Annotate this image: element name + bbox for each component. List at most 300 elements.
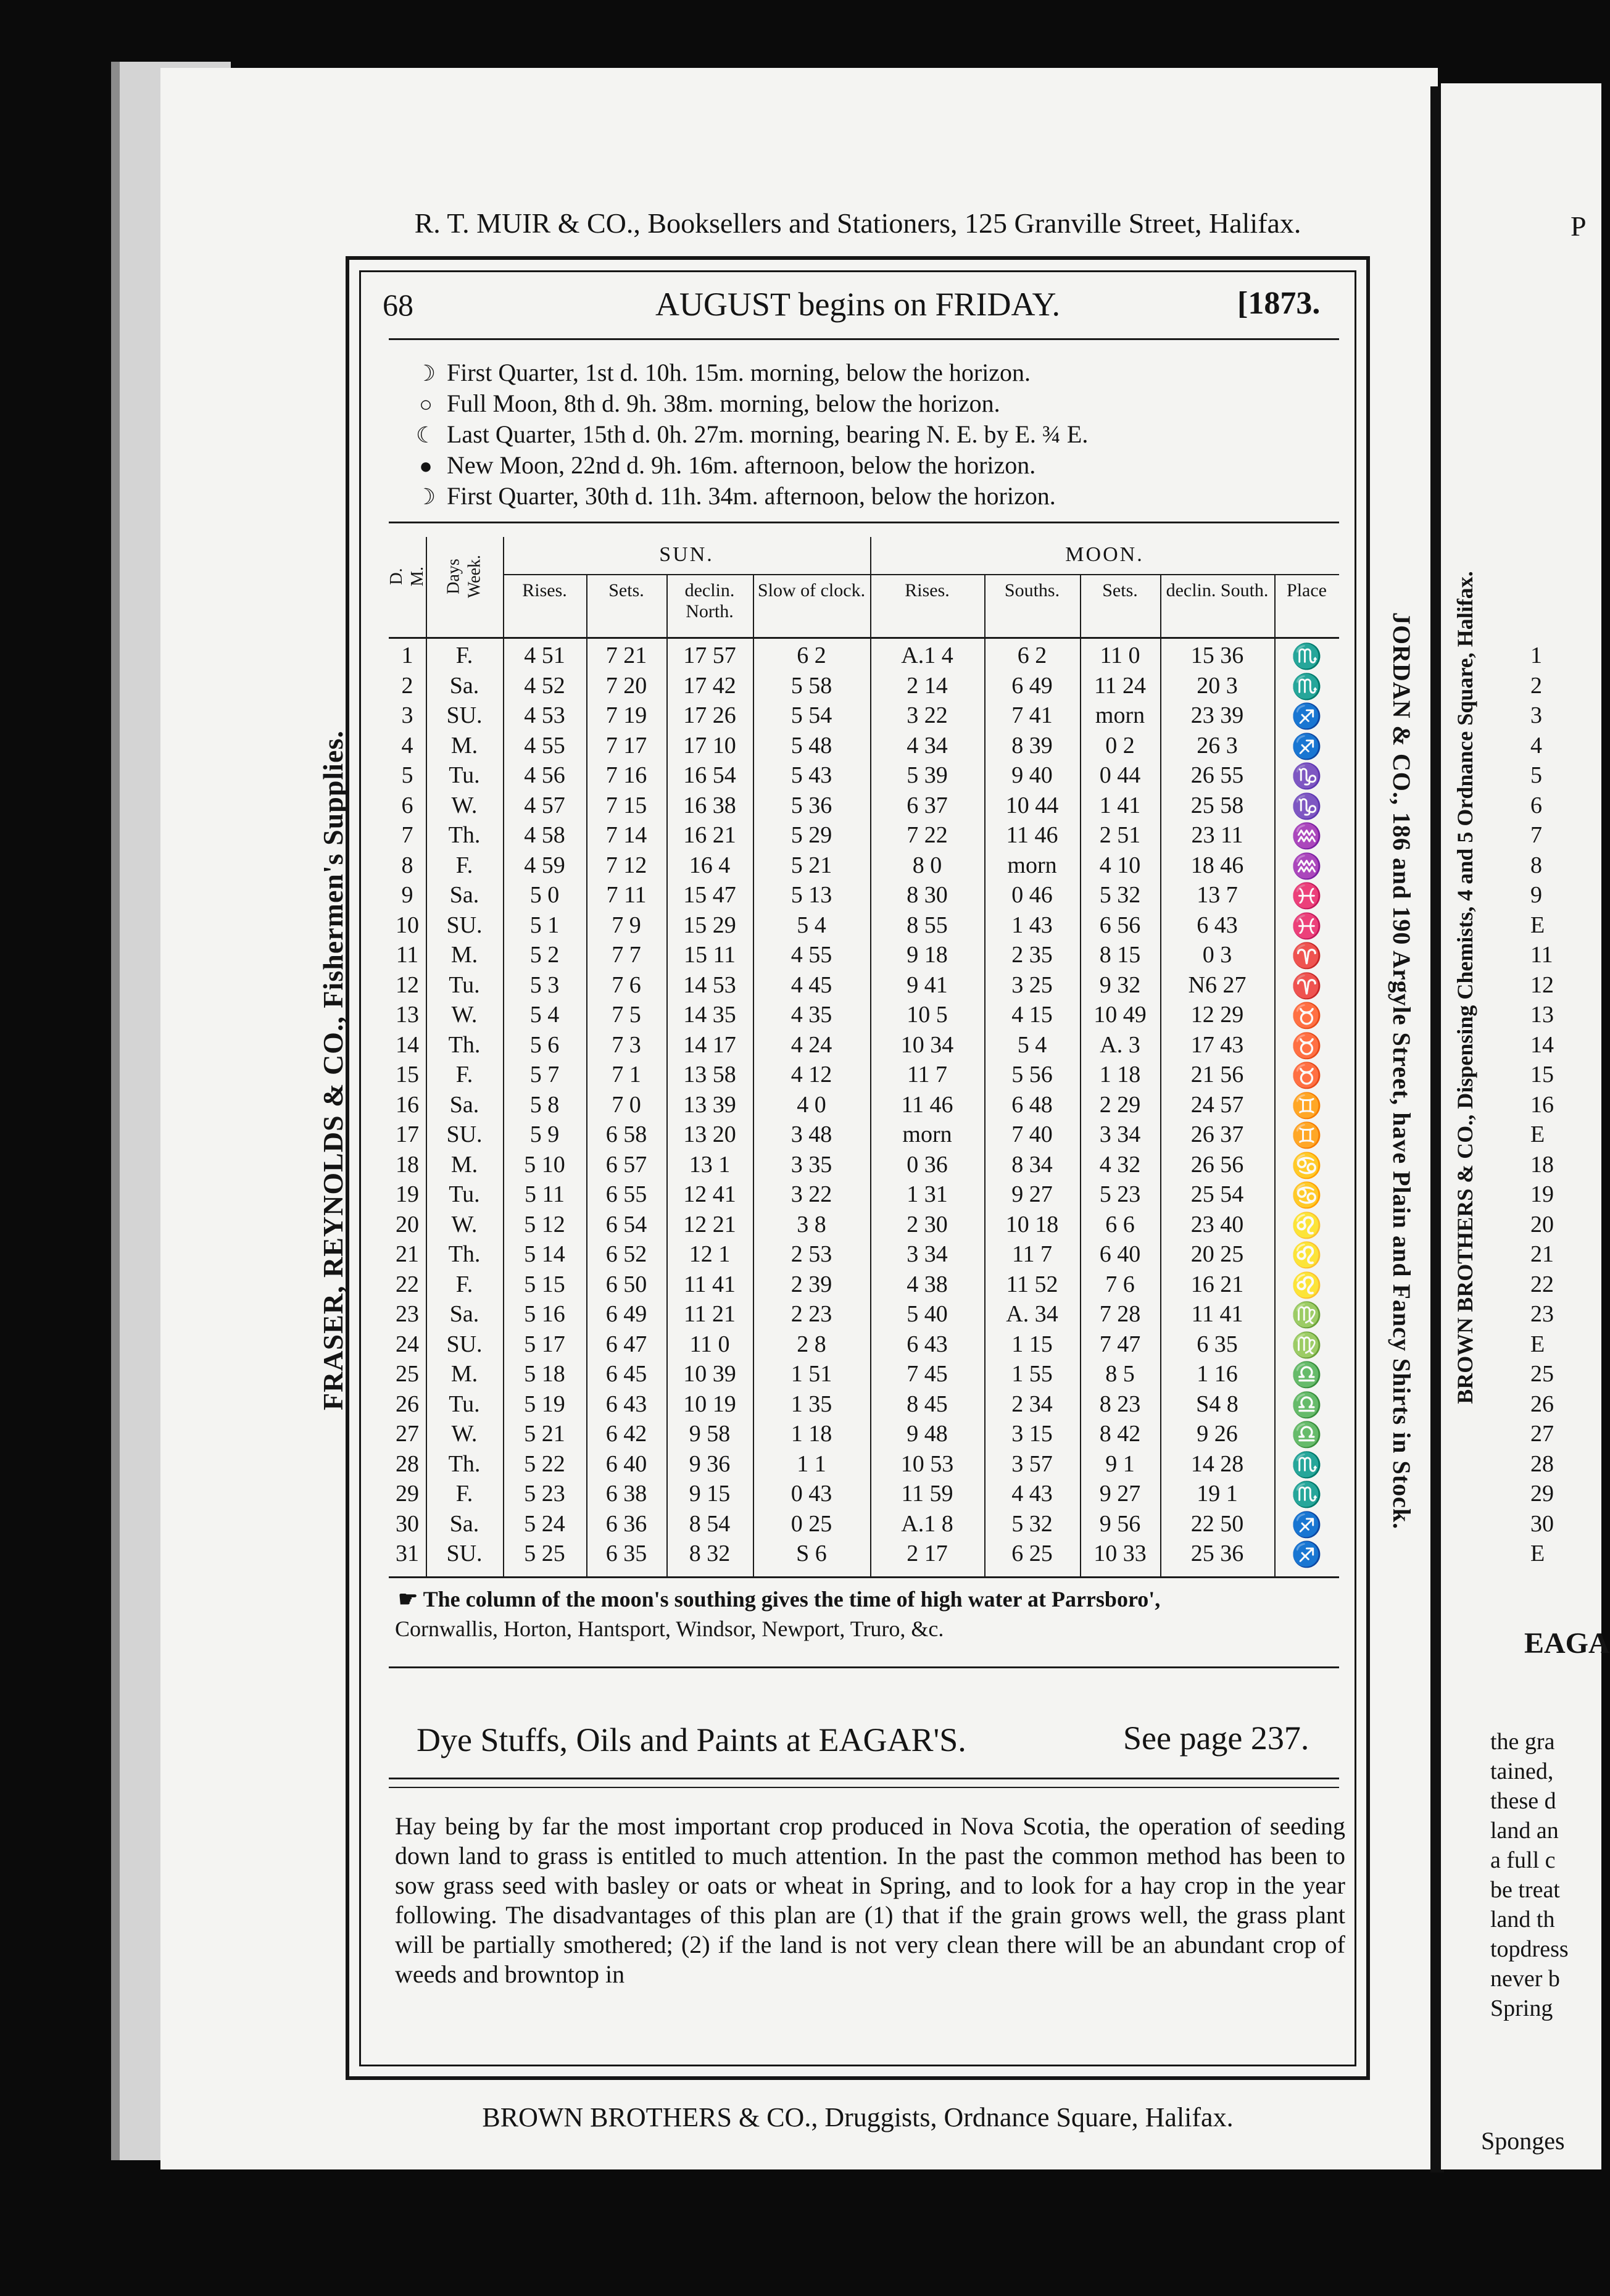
table-cell: 5 14 (524, 1241, 565, 1267)
next-page-day: 29 (1530, 1481, 1554, 1507)
moon-group-header: MOON. (1065, 543, 1144, 566)
table-cell: 29 (396, 1481, 419, 1507)
table-cell: 5 9 (529, 1121, 560, 1147)
table-cell: 28 (396, 1450, 419, 1477)
column-header: Days Week. (444, 554, 484, 599)
table-cell: SU. (446, 1331, 483, 1357)
table-cell: 6 40 (1099, 1241, 1141, 1267)
table-cell: ♓ (1291, 912, 1322, 940)
table-cell: Sa. (449, 1301, 479, 1327)
table-cell: 5 1 (529, 912, 560, 938)
table-cell: 1 55 (1011, 1361, 1053, 1387)
table-cell: N6 27 (1188, 971, 1247, 998)
table-cell: morn (902, 1121, 952, 1147)
table-cell: 11 46 (1006, 822, 1058, 848)
table-cell: 30 (396, 1510, 419, 1537)
table-cell: 0 2 (1105, 732, 1135, 759)
table-cell: ♐ (1291, 1510, 1322, 1539)
table-cell: 6 43 (605, 1391, 647, 1417)
table-cell: 7 15 (605, 792, 647, 818)
table-cell: 1 43 (1011, 912, 1053, 938)
table-cell: 17 10 (683, 732, 736, 759)
table-cell: 8 (401, 852, 413, 878)
moon-phase-icon: ☽ (415, 361, 436, 386)
table-cell: 5 15 (524, 1271, 565, 1297)
table-cell: 5 (401, 762, 413, 788)
table-cell: 4 52 (524, 672, 565, 699)
month-title: AUGUST begins on FRIDAY. (655, 286, 1061, 323)
table-cell: 16 54 (683, 762, 736, 788)
header-bottom-rule (389, 637, 1339, 639)
column-header: Sets. (608, 580, 644, 601)
table-cell: 5 48 (790, 732, 832, 759)
next-page-day: 16 (1530, 1091, 1554, 1118)
next-page-day: E (1530, 1121, 1545, 1147)
table-cell: 4 15 (1011, 1002, 1053, 1028)
table-cell: 9 18 (907, 942, 948, 968)
table-cell: 3 48 (790, 1121, 832, 1147)
table-cell: 5 21 (524, 1421, 565, 1447)
table-cell: morn (1095, 702, 1145, 728)
table-cell: 3 22 (790, 1181, 832, 1207)
next-page-text-line: topdress (1490, 1936, 1569, 1962)
table-cell: M. (450, 732, 478, 759)
table-cell: 5 43 (790, 762, 832, 788)
next-page-day: 26 (1530, 1391, 1554, 1417)
table-cell: 15 47 (683, 882, 736, 908)
table-cell: 11 46 (901, 1091, 953, 1118)
table-cell: 1 35 (790, 1391, 832, 1417)
table-cell: 5 39 (907, 762, 948, 788)
table-cell: 6 49 (605, 1301, 647, 1327)
table-cell: 6 55 (605, 1181, 647, 1207)
next-page-text-line: these d (1490, 1788, 1556, 1814)
table-cell: 5 19 (524, 1391, 565, 1417)
table-cell: 5 22 (524, 1450, 565, 1477)
table-cell: F. (455, 1271, 473, 1297)
table-cell: W. (451, 1421, 478, 1447)
table-cell: A. 3 (1100, 1031, 1140, 1058)
table-cell: 1 18 (1099, 1062, 1141, 1088)
table-cell: 4 32 (1099, 1151, 1141, 1178)
column-header: declin. North. (684, 580, 735, 622)
table-cell: 5 54 (790, 702, 832, 728)
table-cell: 9 27 (1099, 1481, 1141, 1507)
table-cell: 9 15 (689, 1481, 731, 1507)
table-cell: 4 35 (790, 1002, 832, 1028)
table-cell: 3 22 (907, 702, 948, 728)
table-bottom-rule (389, 1576, 1339, 1578)
table-cell: 6 45 (605, 1361, 647, 1387)
table-cell: 11 59 (901, 1481, 953, 1507)
table-cell: 6 56 (1099, 912, 1141, 938)
table-cell: 5 6 (529, 1031, 560, 1058)
table-cell: 6 6 (1105, 1211, 1135, 1237)
table-cell: 2 53 (790, 1241, 832, 1267)
table-cell: 9 (401, 882, 413, 908)
table-cell: 19 (396, 1181, 419, 1207)
table-cell: S 6 (796, 1541, 827, 1566)
table-cell: 10 49 (1093, 1002, 1147, 1028)
table-cell: Tu. (449, 762, 480, 788)
table-cell: 8 0 (912, 852, 942, 878)
table-cell: Sa. (449, 1091, 479, 1118)
table-cell: 7 (401, 822, 413, 848)
table-cell: ♎ (1291, 1391, 1322, 1419)
table-cell: 1 15 (1011, 1331, 1053, 1357)
table-cell: 8 23 (1099, 1391, 1141, 1417)
table-cell: 10 5 (907, 1002, 948, 1028)
table-cell: 21 (396, 1241, 419, 1267)
table-cell: 9 40 (1011, 762, 1053, 788)
next-page-text-line: never b (1490, 1966, 1560, 1992)
next-page-text-line: land an (1490, 1818, 1559, 1844)
table-cell: W. (451, 792, 478, 818)
next-page-day: 22 (1530, 1271, 1554, 1297)
table-cell: 5 23 (1099, 1181, 1141, 1207)
next-page-day: 13 (1530, 1002, 1554, 1028)
table-cell: ♊ (1291, 1091, 1322, 1120)
table-cell: 15 36 (1190, 643, 1244, 668)
table-cell: F. (455, 852, 473, 878)
table-cell: 14 (396, 1031, 419, 1058)
next-page-text-line: a full c (1490, 1847, 1556, 1873)
table-cell: Sa. (449, 1510, 479, 1537)
table-cell: 19 1 (1197, 1481, 1238, 1507)
table-cell: 2 30 (907, 1211, 948, 1237)
table-cell: 7 1 (612, 1062, 641, 1088)
column-header: Rises. (905, 580, 950, 601)
moon-phase-text: Last Quarter, 15th d. 0h. 27m. morning, bearing N. E. by E. ¾ E. (447, 420, 1089, 448)
table-cell: 15 (396, 1062, 419, 1088)
moon-phase-text: Full Moon, 8th d. 9h. 38m. morning, below the horizon. (447, 389, 1000, 417)
eagar-see-page: See page 237. (1123, 1720, 1309, 1757)
table-cell: 22 50 (1190, 1510, 1244, 1537)
column-header: declin. South. (1166, 580, 1269, 601)
table-cell: 4 51 (524, 643, 565, 668)
moon-phase-icon: ○ (419, 392, 433, 417)
table-cell: 5 29 (790, 822, 832, 848)
table-cell: 6 25 (1011, 1541, 1053, 1566)
moon-phase-icon: ☾ (415, 423, 436, 447)
table-cell: 6 50 (605, 1271, 647, 1297)
table-cell: 4 59 (524, 852, 565, 878)
table-cell: 6 37 (907, 792, 948, 818)
table-cell: 2 35 (1011, 942, 1053, 968)
table-cell: 23 40 (1190, 1211, 1244, 1237)
table-cell: ♐ (1291, 732, 1322, 760)
table-cell: 3 57 (1011, 1450, 1053, 1477)
table-cell: 13 39 (683, 1091, 736, 1118)
table-cell: 10 19 (683, 1391, 736, 1417)
table-cell: 4 45 (790, 971, 832, 998)
table-cell: 7 17 (605, 732, 647, 759)
title-rule (389, 338, 1339, 340)
table-cell: 5 18 (524, 1361, 565, 1387)
table-cell: 26 55 (1190, 762, 1244, 788)
column-header: Slow of clock. (757, 580, 866, 601)
table-cell: 10 39 (683, 1361, 736, 1387)
table-cell: 12 29 (1190, 1002, 1244, 1028)
table-cell: 17 43 (1190, 1031, 1244, 1058)
footer-advert: BROWN BROTHERS & CO., Druggists, Ordnance Square, Halifax. (482, 2102, 1234, 2132)
table-cell: 6 (401, 792, 413, 818)
next-page-day: 14 (1530, 1031, 1554, 1058)
table-cell: 5 16 (524, 1301, 565, 1327)
table-cell: 6 35 (605, 1541, 647, 1566)
table-cell: 16 21 (683, 822, 736, 848)
moon-phase-line (413, 481, 1056, 510)
table-cell: 5 3 (529, 971, 560, 998)
table-cell: ♌ (1291, 1271, 1322, 1299)
table-cell: 5 17 (524, 1331, 565, 1357)
table-cell: 12 1 (689, 1241, 731, 1267)
table-cell: 7 7 (612, 942, 641, 968)
table-cell: 6 49 (1011, 672, 1053, 699)
advert-rule-bottom (389, 1787, 1339, 1788)
page-number: 68 (383, 288, 413, 322)
table-cell: 7 19 (605, 702, 647, 728)
table-cell: 3 (401, 702, 413, 728)
table-cell: 23 39 (1190, 702, 1244, 728)
table-cell: 23 (396, 1301, 419, 1327)
table-cell: 16 21 (1190, 1271, 1244, 1297)
table-cell: 5 23 (524, 1481, 565, 1507)
table-cell: 27 (396, 1421, 419, 1447)
next-page-text-line: the gra (1490, 1729, 1555, 1755)
table-cell: 4 55 (524, 732, 565, 759)
next-page-day: 27 (1530, 1421, 1554, 1447)
next-page-day: 11 (1530, 942, 1553, 968)
table-cell: 15 29 (683, 912, 736, 938)
table-cell: 5 32 (1011, 1510, 1053, 1537)
table-cell: 16 (396, 1091, 419, 1118)
table-cell: 9 58 (689, 1421, 731, 1447)
table-cell: 8 45 (907, 1391, 948, 1417)
next-page-day: 7 (1530, 822, 1542, 848)
table-cell: ♐ (1291, 702, 1322, 730)
moon-phase-text: First Quarter, 30th d. 11h. 34m. afternoon, below the horizon. (447, 482, 1056, 510)
table-cell: 6 43 (907, 1331, 948, 1357)
table-cell: 22 (396, 1271, 419, 1297)
table-cell: ♉ (1291, 1062, 1322, 1089)
group-header-rule (503, 574, 1339, 575)
next-page-text-line: Spring (1490, 1995, 1553, 2021)
eagar-advert: Dye Stuffs, Oils and Paints at EAGAR'S. (417, 1721, 966, 1758)
table-cell: 6 42 (605, 1421, 647, 1447)
table-cell: 3 25 (1011, 971, 1053, 998)
next-page-day: 4 (1530, 732, 1542, 759)
table-cell: 9 36 (689, 1450, 731, 1477)
table-cell: 8 15 (1099, 942, 1141, 968)
table-cell: ♌ (1291, 1211, 1322, 1239)
table-cell: W. (451, 1002, 478, 1028)
table-cell: 26 3 (1197, 732, 1238, 759)
table-cell: 16 38 (683, 792, 736, 818)
advert-rule-top (389, 1778, 1339, 1779)
moon-phase-text: New Moon, 22nd d. 9h. 16m. afternoon, below the horizon. (447, 451, 1036, 479)
table-cell: ♒ (1291, 852, 1322, 880)
table-cell: Tu. (449, 1391, 480, 1417)
column-header: Rises. (522, 580, 567, 601)
table-cell: 0 36 (907, 1151, 948, 1178)
table-cell: 6 54 (605, 1211, 647, 1237)
table-cell: 20 (396, 1211, 419, 1237)
table-cell: 9 27 (1011, 1181, 1053, 1207)
next-page-text-line: be treat (1490, 1877, 1560, 1903)
table-cell: ♓ (1291, 882, 1322, 910)
table-cell: 2 29 (1099, 1091, 1141, 1118)
tide-note-line1: ☛ The column of the moon's southing gives the time of high water at Parrsboro', (398, 1587, 1161, 1612)
table-cell: ♏ (1291, 672, 1322, 701)
next-page-day: 3 (1530, 702, 1542, 728)
table-cell: 25 54 (1190, 1181, 1244, 1207)
next-page-eagar: EAGA (1524, 1627, 1610, 1660)
table-cell: 4 58 (524, 822, 565, 848)
table-cell: 20 3 (1197, 672, 1238, 699)
table-cell: Sa. (449, 672, 479, 699)
table-cell: 7 0 (612, 1091, 641, 1118)
table-cell: 10 53 (900, 1450, 954, 1477)
tide-note-line2: Cornwallis, Horton, Hantsport, Windsor, Newport, Truro, &c. (395, 1616, 944, 1641)
table-cell: ♍ (1291, 1331, 1322, 1359)
table-cell: 2 14 (907, 672, 948, 699)
moon-phase-icon: ☽ (415, 485, 436, 509)
table-cell: 6 52 (605, 1241, 647, 1267)
table-cell: 1 18 (790, 1421, 832, 1447)
next-page-day: 18 (1530, 1151, 1554, 1178)
table-cell: 20 25 (1190, 1241, 1244, 1267)
table-cell: ♒ (1291, 822, 1322, 850)
table-cell: SU. (446, 1121, 483, 1147)
next-page-day: 5 (1530, 762, 1542, 788)
table-cell: 8 5 (1105, 1361, 1135, 1387)
table-cell: Tu. (449, 1181, 480, 1207)
table-cell: 2 17 (907, 1541, 948, 1566)
table-cell: 5 13 (790, 882, 832, 908)
table-cell: 14 17 (683, 1031, 736, 1058)
table-cell: 7 11 (606, 882, 647, 908)
hay-article: Hay being by far the most important crop produced in Nova Scotia, the operation of seeding down land to grass is entitled to much attention. In the past the common method has been to sow grass seed with basley or oats or wheat in Spring, and to look for a hay crop in the year following. The disadvantages of this plan are (1) that if the grain grows well, the grass plant will be partially smothered; (2) if the land is not very clean there will be an abundant crop of weeds and browntop in (395, 1812, 1345, 1988)
table-cell: ♏ (1291, 1481, 1322, 1508)
table-cell: 5 10 (524, 1151, 565, 1178)
table-cell: 0 43 (790, 1481, 832, 1507)
table-cell: 3 35 (790, 1151, 832, 1178)
table-cell: 9 48 (907, 1421, 948, 1447)
table-cell: 0 46 (1011, 882, 1053, 908)
table-cell: 8 30 (907, 882, 948, 908)
table-cell: 9 56 (1099, 1510, 1141, 1537)
next-page-day: E (1530, 1331, 1545, 1357)
next-page-day: E (1530, 1541, 1545, 1566)
table-cell: 7 9 (612, 912, 641, 938)
table-cell: 4 55 (790, 942, 832, 968)
table-cell: ♊ (1291, 1121, 1322, 1149)
table-cell: ♍ (1291, 1301, 1322, 1329)
next-page-day: 30 (1530, 1510, 1554, 1537)
table-cell: 6 57 (605, 1151, 647, 1178)
table-cell: 7 45 (907, 1361, 948, 1387)
next-page-footer: Sponges (1481, 2127, 1565, 2155)
table-cell: 4 0 (797, 1091, 826, 1118)
table-cell: ♉ (1291, 1002, 1322, 1029)
table-cell: 7 6 (1105, 1271, 1135, 1297)
table-cell: 1 31 (907, 1181, 948, 1207)
table-cell: 6 2 (797, 643, 826, 668)
table-cell: ♎ (1291, 1421, 1322, 1449)
table-cell: 3 34 (907, 1241, 948, 1267)
table-cell: 10 33 (1093, 1541, 1147, 1566)
table-cell: 0 3 (1202, 942, 1232, 968)
table-cell: 5 56 (1011, 1062, 1053, 1088)
next-page-day: 6 (1530, 792, 1542, 818)
table-cell: 8 55 (907, 912, 948, 938)
table-cell: 5 4 (1017, 1031, 1047, 1058)
table-cell: SU. (446, 912, 483, 938)
table-cell: 6 47 (605, 1331, 647, 1357)
table-cell: 13 1 (689, 1151, 731, 1178)
table-cell: 2 (401, 672, 413, 699)
table-cell: 25 36 (1190, 1541, 1244, 1566)
next-page-day: 19 (1530, 1181, 1554, 1207)
moon-phase-icon: ● (419, 454, 433, 478)
table-cell: 9 1 (1105, 1450, 1135, 1477)
table-cell: M. (450, 942, 478, 968)
table-cell: 5 40 (907, 1301, 948, 1327)
next-page-header-fragment: P (1571, 210, 1587, 242)
table-cell: ♌ (1291, 1241, 1322, 1269)
table-cell: 11 24 (1093, 672, 1147, 699)
table-cell: 8 42 (1099, 1421, 1141, 1447)
sun-group-header: SUN. (659, 543, 714, 566)
table-cell: A. 34 (1006, 1301, 1058, 1327)
table-cell: 5 0 (529, 882, 560, 908)
table-cell: 7 41 (1011, 702, 1053, 728)
table-cell: 1 16 (1197, 1361, 1238, 1387)
table-cell: 0 25 (790, 1510, 832, 1537)
table-cell: 4 10 (1099, 852, 1141, 878)
table-cell: 11 0 (1100, 643, 1140, 668)
column-header: Place (1287, 580, 1327, 601)
table-cell: 10 18 (1005, 1211, 1059, 1237)
table-cell: F. (455, 643, 473, 668)
table-cell: ♏ (1291, 1450, 1322, 1479)
moon-phase-text: First Quarter, 1st d. 10h. 15m. morning, below the horizon. (447, 359, 1031, 386)
table-cell: ♏ (1291, 643, 1322, 670)
table-cell: ♉ (1291, 1031, 1322, 1060)
table-cell: 14 28 (1190, 1450, 1244, 1477)
table-cell: 11 41 (683, 1271, 736, 1297)
table-cell: 5 7 (529, 1062, 560, 1088)
table-cell: 9 32 (1099, 971, 1141, 998)
table-cell: 3 34 (1099, 1121, 1141, 1147)
table-cell: 8 54 (689, 1510, 731, 1537)
phases-rule (389, 522, 1339, 523)
moon-phase-line (413, 451, 1035, 480)
table-cell: ♈ (1291, 942, 1322, 970)
table-cell: 4 24 (790, 1031, 832, 1058)
table-cell: 16 4 (689, 852, 731, 878)
table-cell: SU. (446, 1541, 483, 1566)
table-cell: 7 20 (605, 672, 647, 699)
table-cell: 14 35 (683, 1002, 736, 1028)
table-cell: ♋ (1291, 1151, 1322, 1179)
table-cell: 26 (396, 1391, 419, 1417)
table-cell: 7 40 (1011, 1121, 1053, 1147)
next-page-day: 2 (1530, 672, 1542, 699)
table-cell: F. (455, 1062, 473, 1088)
table-cell: 13 20 (683, 1121, 736, 1147)
